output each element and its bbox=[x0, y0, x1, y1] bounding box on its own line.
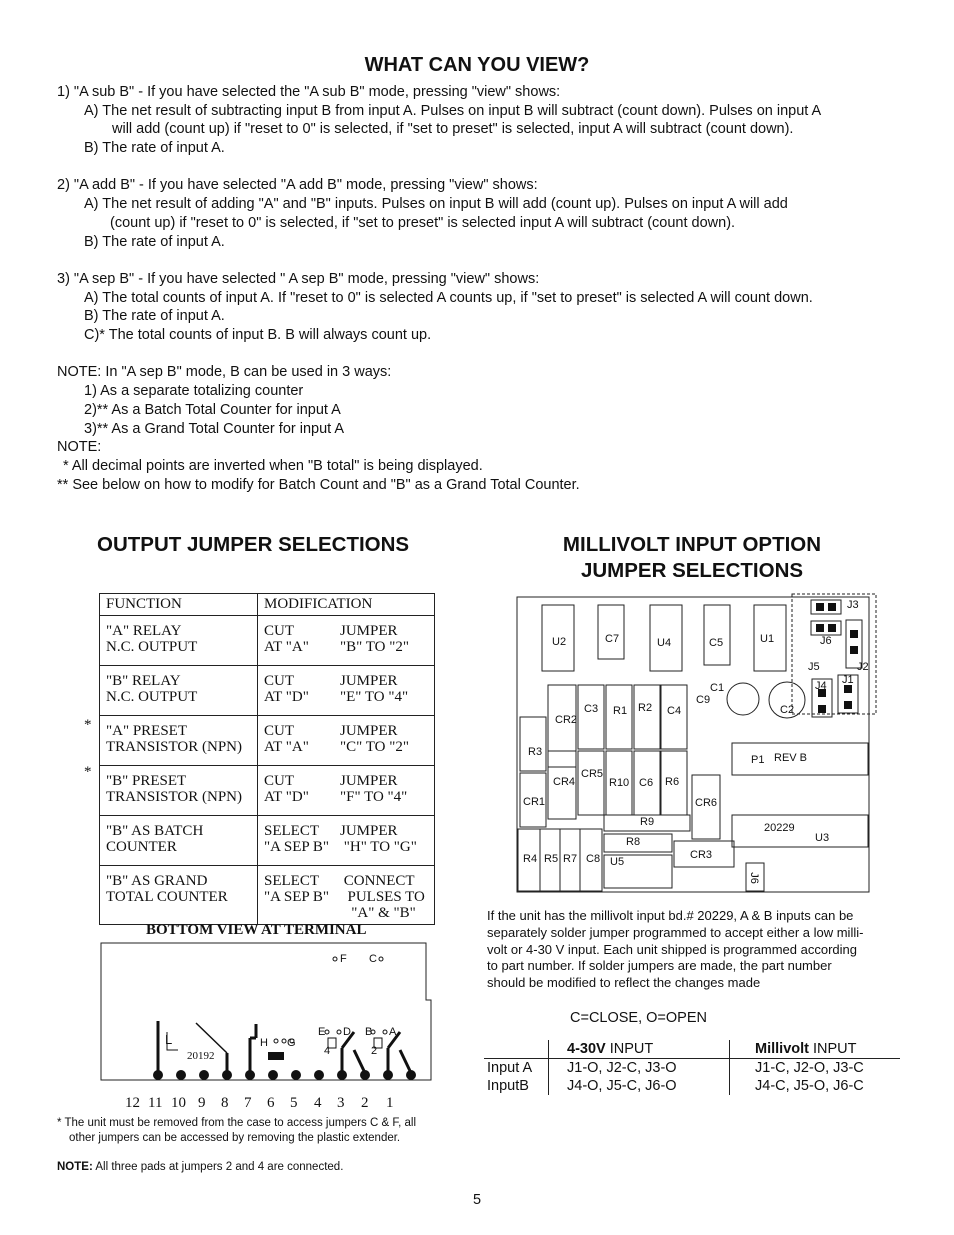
legend-close-open: C=CLOSE, O=OPEN bbox=[570, 1010, 707, 1026]
paragraph-line: separately solder jumper programmed to accept either a low milli- bbox=[487, 925, 864, 940]
label-b: B bbox=[365, 1026, 373, 1038]
mv-cell: J1-C, J2-O, J3-C bbox=[755, 1060, 864, 1076]
board-label: CR5 bbox=[581, 768, 604, 780]
board-label: C8 bbox=[586, 853, 601, 865]
label-f: F bbox=[340, 953, 347, 965]
row-mod-target: "B" TO "2" bbox=[340, 639, 409, 655]
board-label: J6 bbox=[747, 872, 760, 884]
view-item-2b: B) The rate of input A. bbox=[84, 234, 225, 250]
row-mod-action: JUMPER bbox=[340, 623, 398, 639]
view-item-1a-cont: will add (count up) if "reset to 0" is selected, if "set to preset" is selected, input A will subtract (count down). bbox=[112, 121, 794, 137]
board-label: R7 bbox=[563, 853, 578, 865]
board-label: R6 bbox=[665, 776, 680, 788]
board-label: C1 bbox=[710, 682, 725, 694]
row-mod-target: "E" TO "4" bbox=[340, 689, 409, 705]
mv-header-bold: Millivolt bbox=[755, 1041, 809, 1057]
label-e: E bbox=[318, 1026, 326, 1038]
board-label: U4 bbox=[657, 637, 672, 649]
terminal-number: 7 bbox=[244, 1095, 252, 1111]
pad-f bbox=[333, 957, 337, 961]
view-item-3b: B) The rate of input A. bbox=[84, 308, 225, 324]
paragraph-line: If the unit has the millivolt input bd.# 20229, A & B inputs can be bbox=[487, 908, 854, 923]
output-jumper-table bbox=[99, 593, 435, 925]
label-2: 2 bbox=[371, 1045, 378, 1057]
row-function-line: TRANSISTOR (NPN) bbox=[106, 789, 242, 805]
row-function-line: "B" PRESET bbox=[106, 773, 187, 789]
view-item-1a: A) The net result of subtracting input B from input A. Pulses on input B will subtract (count down). Pulses on input A bbox=[84, 103, 822, 119]
view-item-3: 3) "A sep B" - If you have selected " A sep B" mode, pressing "view" shows: bbox=[57, 271, 540, 287]
board-label: R5 bbox=[544, 853, 559, 865]
footnote-line1: * The unit must be removed from the case to access jumpers C & F, all bbox=[57, 1117, 416, 1129]
board-outline bbox=[517, 597, 869, 892]
label-g: G bbox=[287, 1037, 296, 1049]
board-label: J3 bbox=[847, 599, 859, 611]
paragraph-line: should be modified to reflect the changes made bbox=[487, 975, 761, 990]
chip-u3 bbox=[732, 815, 868, 847]
note-decimal: * All decimal points are inverted when "B total" is being displayed. bbox=[63, 458, 483, 474]
view-item-2a: A) The net result of adding "A" and "B" inputs. Pulses on input B will add (count up). Pulses on input A will add bbox=[84, 196, 788, 212]
terminal-number: 6 bbox=[267, 1095, 275, 1111]
row-mod-action: JUMPER bbox=[340, 723, 398, 739]
board-label: J5 bbox=[808, 661, 820, 673]
view-item-2: 2) "A add B" - If you have selected "A add B" mode, pressing "view" shows: bbox=[57, 177, 538, 193]
board-label: J6 bbox=[820, 635, 832, 647]
label-d: D bbox=[343, 1026, 351, 1038]
label-part-20192: 20192 bbox=[187, 1050, 215, 1062]
mv-header-4-30v bbox=[549, 1040, 730, 1059]
terminal-number: 11 bbox=[148, 1095, 163, 1111]
row-mod-target: "C" TO "2" bbox=[340, 739, 409, 755]
mv-header-bold: 4-30V bbox=[567, 1041, 606, 1057]
terminal-number: 9 bbox=[198, 1095, 206, 1111]
board-label: J1 bbox=[842, 674, 854, 686]
board-label: CR2 bbox=[555, 714, 578, 726]
terminal-dots bbox=[153, 1070, 416, 1080]
row-mod-action: JUMPER bbox=[340, 823, 398, 839]
board-label: J4 bbox=[815, 680, 827, 692]
table-row bbox=[100, 716, 435, 766]
terminal-number: 12 bbox=[125, 1095, 140, 1111]
bottom-note-label: NOTE: bbox=[57, 1161, 93, 1173]
table-row bbox=[100, 666, 435, 716]
row-mod-target: "H" TO "G" bbox=[340, 839, 417, 855]
paragraph-line: volt or 4-30 V input. Each unit shipped is programmed according bbox=[487, 942, 857, 957]
mv-header-rest: INPUT bbox=[605, 1041, 654, 1057]
note-label: NOTE: bbox=[57, 439, 102, 455]
terminal-number: 1 bbox=[386, 1095, 394, 1111]
page-number: 5 bbox=[472, 1192, 482, 1208]
board-label: R8 bbox=[626, 836, 641, 848]
board-label: C3 bbox=[584, 703, 599, 715]
table-header-function: FUNCTION bbox=[100, 594, 258, 616]
table-row bbox=[100, 766, 435, 816]
board-label: P1 bbox=[751, 754, 765, 766]
terminal-number: 10 bbox=[171, 1095, 186, 1111]
row-function-line: COUNTER bbox=[106, 839, 177, 855]
terminal-number: 4 bbox=[314, 1095, 322, 1111]
note-batch: ** See below on how to modify for Batch Count and "B" as a Grand Total Counter. bbox=[57, 477, 580, 493]
millivolt-title-line2: JUMPER SELECTIONS bbox=[580, 559, 804, 582]
footnote-line2: other jumpers can be accessed by removing the plastic extender. bbox=[69, 1132, 401, 1144]
board-label: 20229 bbox=[764, 822, 795, 834]
row-star-a-preset: * bbox=[84, 717, 92, 733]
bottom-view-diagram bbox=[96, 938, 441, 1110]
view-item-1: 1) "A sub B" - If you have selected the "A sub B" mode, pressing "view" shows: bbox=[57, 84, 561, 100]
row-mod-action: SELECT bbox=[264, 823, 319, 839]
note-asepb: NOTE: In "A sep B" mode, B can be used in 3 ways: bbox=[57, 364, 392, 380]
row-function-line: "B" RELAY bbox=[106, 673, 181, 689]
board-label: C2 bbox=[780, 704, 795, 716]
mv-row-label: InputB bbox=[484, 1077, 549, 1095]
output-jumper-title: OUTPUT JUMPER SELECTIONS bbox=[97, 533, 410, 556]
jumper-hg bbox=[268, 1052, 284, 1060]
view-item-1b: B) The rate of input A. bbox=[84, 140, 225, 156]
row-mod-target: AT "A" bbox=[264, 739, 309, 755]
bottom-note bbox=[57, 1161, 343, 1173]
page-title: WHAT CAN YOU VIEW? bbox=[364, 54, 590, 76]
row-function-line: TRANSISTOR (NPN) bbox=[106, 739, 242, 755]
row-function-line: TOTAL COUNTER bbox=[106, 889, 228, 905]
row-mod-action: CUT bbox=[264, 673, 294, 689]
row-function-line: N.C. OUTPUT bbox=[106, 639, 198, 655]
board-label: U3 bbox=[815, 832, 830, 844]
row-mod-action: JUMPER bbox=[340, 773, 398, 789]
row-mod-action: SELECT bbox=[264, 873, 319, 889]
bottom-view-title: BOTTOM VIEW AT TERMINAL bbox=[146, 922, 367, 938]
table-row bbox=[484, 1077, 900, 1095]
row-star-b-preset: * bbox=[84, 764, 92, 780]
board-label: C5 bbox=[709, 637, 724, 649]
table-row bbox=[484, 1059, 900, 1078]
board-label: C4 bbox=[667, 705, 682, 717]
view-item-2a-cont: (count up) if "reset to 0" is selected, if "set to preset" is selected input A will subtract (count down). bbox=[110, 215, 736, 231]
row-function-line: N.C. OUTPUT bbox=[106, 689, 198, 705]
board-label: J2 bbox=[857, 661, 869, 673]
board-label: U5 bbox=[610, 856, 625, 868]
board-label: CR3 bbox=[690, 849, 713, 861]
board-label: CR6 bbox=[695, 797, 718, 809]
terminal-number: 3 bbox=[337, 1095, 345, 1111]
board-label: C9 bbox=[696, 694, 711, 706]
board-label: CR4 bbox=[553, 776, 576, 788]
row-mod-target: "A SEP B" bbox=[264, 889, 330, 905]
row-mod-target: AT "D" bbox=[264, 789, 309, 805]
bottom-note-text: All three pads at jumpers 2 and 4 are connected. bbox=[92, 1161, 344, 1173]
board-label: R3 bbox=[528, 746, 543, 758]
label-a: A bbox=[389, 1026, 397, 1038]
board-label: R9 bbox=[640, 816, 655, 828]
diode-cr2 bbox=[548, 685, 576, 767]
table-row bbox=[100, 866, 435, 925]
table-row bbox=[100, 816, 435, 866]
row-function-line: "B" AS GRAND bbox=[106, 873, 208, 889]
mv-header-rest: INPUT bbox=[808, 1041, 857, 1057]
mv-header-millivolt bbox=[730, 1040, 901, 1059]
board-label: R4 bbox=[523, 853, 538, 865]
label-h: H bbox=[260, 1037, 268, 1049]
row-function-line: "B" AS BATCH bbox=[106, 823, 204, 839]
view-item-3a: A) The total counts of input A. If "reset to 0" is selected A counts up, if "set to preset" is selected A will count down. bbox=[84, 290, 813, 306]
board-label: CR1 bbox=[523, 796, 546, 808]
terminal-number: 2 bbox=[361, 1095, 369, 1111]
mv-cell: J1-O, J2-C, J3-O bbox=[549, 1059, 730, 1078]
row-mod-target: "F" TO "4" bbox=[340, 789, 408, 805]
board-label: U2 bbox=[552, 636, 567, 648]
terminal-outline bbox=[101, 943, 431, 1080]
mv-cell: J4-C, J5-O, J6-C bbox=[755, 1078, 864, 1094]
board-label: U1 bbox=[760, 633, 775, 645]
board-label: R2 bbox=[638, 702, 653, 714]
millivolt-jumper-table bbox=[484, 1040, 900, 1095]
mv-row-label: Input A bbox=[484, 1059, 549, 1078]
note-way-2: 2)** As a Batch Total Counter for input A bbox=[84, 402, 341, 418]
row-mod-target: AT "D" bbox=[264, 689, 309, 705]
row-mod-target: "A SEP B" bbox=[264, 839, 330, 855]
row-function-line: "A" RELAY bbox=[106, 623, 182, 639]
board-label: C6 bbox=[639, 777, 654, 789]
row-mod-target: AT "A" bbox=[264, 639, 309, 655]
note-way-3: 3)** As a Grand Total Counter for input A bbox=[84, 421, 345, 437]
terminal-number: 8 bbox=[221, 1095, 229, 1111]
board-label: REV B bbox=[774, 752, 808, 764]
row-mod-action: CONNECT bbox=[340, 873, 415, 889]
pad-c bbox=[379, 957, 383, 961]
row-mod-target: "A" & "B" bbox=[340, 905, 416, 921]
board-label: C7 bbox=[605, 633, 620, 645]
row-function-line: "A" PRESET bbox=[106, 723, 188, 739]
cap-c5 bbox=[704, 605, 730, 665]
row-mod-action: CUT bbox=[264, 723, 294, 739]
row-mod-action: JUMPER bbox=[340, 673, 398, 689]
label-c: C bbox=[369, 953, 377, 965]
terminal-number: 5 bbox=[290, 1095, 298, 1111]
label-l: L bbox=[165, 1032, 173, 1047]
millivolt-title-line1: MILLIVOLT INPUT OPTION bbox=[562, 533, 822, 556]
table-row bbox=[100, 616, 435, 666]
cap-c9 bbox=[727, 683, 759, 715]
row-mod-target: PULSES TO bbox=[340, 889, 425, 905]
board-label: R10 bbox=[609, 777, 630, 789]
label-4: 4 bbox=[324, 1045, 331, 1057]
row-mod-action: CUT bbox=[264, 623, 294, 639]
board-label: R1 bbox=[613, 705, 628, 717]
table-header-modification: MODIFICATION bbox=[258, 594, 435, 616]
res-r3 bbox=[520, 717, 546, 771]
cap-c7 bbox=[598, 605, 624, 659]
row-mod-action: CUT bbox=[264, 773, 294, 789]
paragraph-line: to part number. If solder jumpers are made, the part number bbox=[487, 958, 832, 973]
mv-cell: J4-O, J5-C, J6-O bbox=[549, 1077, 730, 1095]
note-way-1: 1) As a separate totalizing counter bbox=[84, 383, 304, 399]
view-item-3c: C)* The total counts of input B. B will always count up. bbox=[84, 327, 432, 343]
